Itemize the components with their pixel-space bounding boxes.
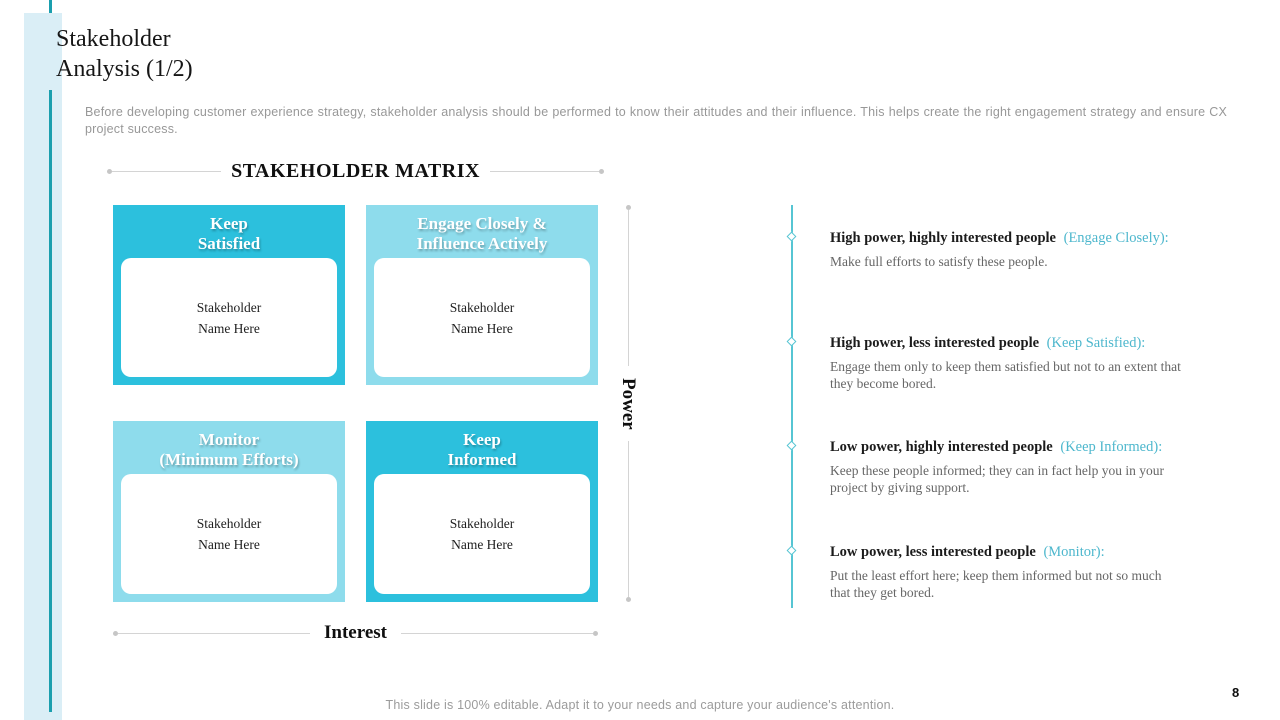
placeholder-line2: Name Here: [198, 537, 260, 552]
stakeholder-name-placeholder[interactable]: [121, 474, 337, 594]
placeholder-line2: Name Here: [451, 537, 513, 552]
legend-panel: [791, 205, 1231, 608]
legend-heading-text: High power, less interested people: [830, 335, 1040, 351]
matrix-title-text: STAKEHOLDER MATRIX: [231, 160, 480, 182]
decorative-line: [112, 171, 221, 172]
placeholder-line2: Name Here: [198, 320, 260, 336]
axis-endpoint-dot: [593, 631, 598, 636]
quadrant-label-line1: Keep: [210, 213, 248, 233]
power-axis: [617, 205, 639, 602]
legend-body-text: Make full efforts to satisfy these people.: [830, 254, 1048, 269]
legend-heading-tag: (Keep Satisfied):: [1046, 335, 1146, 351]
stakeholder-name-placeholder[interactable]: [374, 258, 590, 377]
quadrant-keep-informed[interactable]: [366, 421, 598, 602]
legend-item-engage-closely: [830, 229, 1230, 271]
power-axis-line: [628, 441, 629, 597]
legend-heading-tag: (Keep Informed):: [1060, 439, 1163, 455]
decorative-line: [490, 171, 599, 172]
diamond-marker-icon: [787, 337, 797, 347]
interest-axis-line: [401, 633, 593, 634]
quadrant-monitor[interactable]: [113, 421, 345, 602]
legend-body-text: Keep these people informed; they can in fact help you in your project by giving support.: [830, 463, 1165, 495]
quadrant-header: [113, 421, 345, 474]
stakeholder-name-placeholder[interactable]: [374, 474, 590, 594]
quadrant-label-line2: (Minimum Efforts): [159, 449, 299, 469]
placeholder-line1: Stakeholder: [449, 299, 515, 315]
legend-body-text: Engage them only to keep them satisfied but not to an extent that they become bored.: [830, 359, 1181, 391]
quadrant-header: [113, 205, 345, 258]
legend-heading: [830, 543, 1230, 561]
left-accent-line-top: [49, 0, 52, 13]
quadrant-label-line1: Keep: [463, 429, 501, 449]
power-axis-line: [628, 210, 629, 366]
left-accent-stripe: [24, 13, 62, 720]
legend-heading-text: Low power, highly interested people: [830, 439, 1053, 455]
quadrant-header: [366, 421, 598, 474]
page-title: [56, 24, 193, 84]
stakeholder-name-placeholder[interactable]: [121, 258, 337, 377]
diamond-marker-icon: [787, 441, 797, 451]
quadrant-label-line1: Monitor: [198, 429, 260, 449]
quadrant-label-line2: Informed: [447, 449, 517, 469]
interest-axis-line: [118, 633, 310, 634]
legend-heading-tag: (Engage Closely):: [1063, 230, 1169, 246]
placeholder-line1: Stakeholder: [449, 516, 515, 531]
quadrant-label-line2: Influence Actively: [416, 233, 548, 253]
line-endpoint-dot: [599, 169, 604, 174]
placeholder-line1: Stakeholder: [196, 516, 262, 531]
placeholder-line1: Stakeholder: [196, 299, 262, 315]
diamond-marker-icon: [787, 546, 797, 556]
quadrant-label-line2: Satisfied: [197, 233, 261, 253]
legend-heading: [830, 229, 1230, 247]
legend-item-keep-informed: [830, 438, 1230, 496]
placeholder-line2: Name Here: [451, 320, 513, 336]
legend-heading-tag: (Monitor):: [1043, 544, 1105, 560]
legend-heading: [830, 334, 1230, 352]
legend-heading-text: Low power, less interested people: [830, 544, 1036, 560]
quadrant-header: [366, 205, 598, 258]
quadrant-keep-satisfied[interactable]: [113, 205, 345, 385]
page-number: 8: [1232, 685, 1240, 700]
power-axis-label: Power: [618, 377, 639, 430]
matrix-title: [107, 160, 604, 183]
legend-heading: [830, 438, 1230, 456]
quadrant-label-line1: Engage Closely &: [417, 213, 547, 233]
legend-item-keep-satisfied: [830, 334, 1230, 392]
legend-body-text: Put the least effort here; keep them informed but not so much that they get bored.: [830, 568, 1162, 600]
legend-item-monitor: [830, 543, 1230, 601]
legend-heading-text: High power, highly interested people: [830, 230, 1056, 246]
footer-note: This slide is 100% editable. Adapt it to your needs and capture your audience's attention.: [385, 698, 895, 712]
quadrant-engage-closely[interactable]: [366, 205, 598, 385]
diamond-marker-icon: [787, 232, 797, 242]
page-title-line1: Stakeholder: [56, 26, 171, 52]
page-title-line2: Analysis (1/2): [56, 56, 193, 82]
interest-axis: [113, 621, 598, 645]
axis-endpoint-dot: [626, 597, 631, 602]
left-accent-line: [49, 90, 52, 712]
intro-paragraph: Before developing customer experience strategy, stakeholder analysis should be performed to know their attitudes and their influence. This helps create the right engagement strategy and ensure CX project success.: [85, 105, 1227, 136]
interest-axis-label: Interest: [324, 622, 387, 643]
